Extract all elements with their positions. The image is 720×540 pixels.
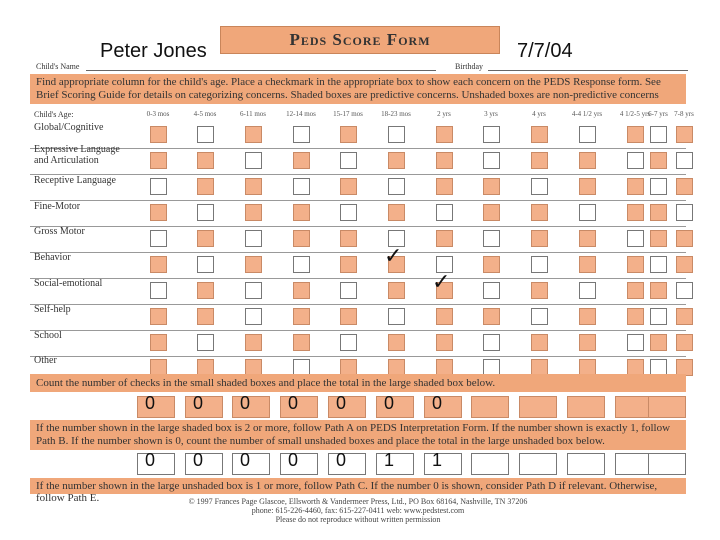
checkbox[interactable] [436, 152, 453, 169]
age-column-header: 6-7 yrs [648, 110, 668, 118]
checkbox[interactable] [627, 334, 644, 351]
checkbox[interactable] [245, 204, 262, 221]
total-value: 0 [144, 393, 155, 413]
checkbox[interactable] [676, 282, 693, 299]
checkbox[interactable] [650, 204, 667, 221]
checkbox[interactable] [340, 282, 357, 299]
checkbox[interactable] [388, 126, 405, 143]
checkbox[interactable] [245, 282, 262, 299]
domain-label: Global/Cognitive [34, 122, 104, 133]
birthday-label: Birthday [455, 62, 483, 71]
age-column-header: 18-23 mos [381, 110, 411, 118]
checkbox[interactable] [293, 204, 310, 221]
bottom-instruction-band: If the number shown in the large unshaded box is 1 or more, follow Path C. If the number 0 is shown, consider Path D if relevant. Otherwise, follow Path E. [30, 478, 686, 494]
checkbox[interactable] [245, 308, 262, 325]
checkbox[interactable] [150, 126, 167, 143]
checkbox[interactable] [627, 204, 644, 221]
checkbox[interactable] [579, 178, 596, 195]
checkbox[interactable] [650, 126, 667, 143]
checkbox[interactable] [650, 178, 667, 195]
age-column-header: 4-5 mos [193, 110, 217, 118]
domain-label: Self-help [34, 304, 71, 315]
age-column-header: 15-17 mos [333, 110, 363, 118]
checkbox[interactable] [340, 256, 357, 273]
shaded-total-box[interactable] [648, 396, 686, 418]
checkbox[interactable] [197, 308, 214, 325]
shaded-total-box[interactable] [519, 396, 557, 418]
checkbox[interactable] [531, 282, 548, 299]
checkbox[interactable] [579, 126, 596, 143]
checkbox[interactable] [245, 230, 262, 247]
checkbox[interactable] [676, 230, 693, 247]
checkbox[interactable] [197, 282, 214, 299]
age-column-header: 4 1/2-5 yrs [619, 110, 651, 118]
checkbox[interactable] [388, 334, 405, 351]
age-column-header: 3 yrs [484, 110, 498, 118]
checkbox[interactable] [293, 308, 310, 325]
checkbox[interactable] [293, 334, 310, 351]
checkbox[interactable] [150, 204, 167, 221]
checkmark: ✓ [432, 270, 451, 295]
checkbox[interactable] [579, 152, 596, 169]
age-column-header: 0-3 mos [146, 110, 170, 118]
checkbox[interactable] [483, 126, 500, 143]
checkbox[interactable] [388, 178, 405, 195]
age-label: Child's Age: [34, 110, 74, 119]
birthday-underline [488, 70, 688, 71]
total-value: 0 [192, 393, 203, 413]
unshaded-total-box[interactable] [471, 453, 509, 475]
checkbox[interactable] [676, 334, 693, 351]
checkbox[interactable] [531, 152, 548, 169]
checkbox[interactable] [650, 256, 667, 273]
total-value: 0 [383, 393, 394, 413]
checkbox[interactable] [483, 308, 500, 325]
checkbox[interactable] [627, 282, 644, 299]
checkbox[interactable] [340, 308, 357, 325]
checkbox[interactable] [436, 204, 453, 221]
unshaded-total-box[interactable] [567, 453, 605, 475]
checkbox[interactable] [531, 334, 548, 351]
checkbox[interactable] [388, 282, 405, 299]
total-value: 0 [144, 450, 155, 470]
checkbox[interactable] [150, 152, 167, 169]
child-name-underline [86, 70, 436, 71]
domain-label: Social-emotional [34, 278, 103, 289]
domain-label: School [34, 330, 62, 341]
count-instruction-band: Count the number of checks in the small shaded boxes and place the total in the large shaded box below. [30, 374, 686, 392]
age-column-header: 4-4 1/2 yrs [571, 110, 603, 118]
checkbox[interactable] [150, 308, 167, 325]
checkbox[interactable] [197, 152, 214, 169]
checkbox[interactable] [340, 230, 357, 247]
checkbox[interactable] [150, 178, 167, 195]
age-column-header: 12-14 mos [286, 110, 316, 118]
checkbox[interactable] [531, 308, 548, 325]
checkbox[interactable] [676, 126, 693, 143]
checkbox[interactable] [150, 230, 167, 247]
domain-label: Behavior [34, 252, 71, 263]
shaded-total-box[interactable] [567, 396, 605, 418]
checkbox[interactable] [388, 204, 405, 221]
checkbox[interactable] [650, 230, 667, 247]
domain-label: Receptive Language [34, 175, 116, 186]
total-value: 0 [239, 393, 250, 413]
checkbox[interactable] [579, 334, 596, 351]
checkbox[interactable] [293, 282, 310, 299]
checkbox[interactable] [245, 152, 262, 169]
checkbox[interactable] [436, 178, 453, 195]
domain-label: Fine-Motor [34, 201, 81, 212]
checkbox[interactable] [483, 256, 500, 273]
date-value[interactable]: 7/7/04 [517, 40, 573, 62]
checkbox[interactable] [245, 334, 262, 351]
total-value: 1 [383, 450, 394, 470]
checkbox[interactable] [245, 256, 262, 273]
checkbox[interactable] [650, 282, 667, 299]
checkbox[interactable] [676, 256, 693, 273]
checkmark: ✓ [384, 244, 403, 269]
age-column-header: 4 yrs [532, 110, 546, 118]
footer-line-2: phone: 615-226-4460, fax: 615-227-0411 web: www.pedstest.com [251, 506, 465, 515]
total-value: 0 [239, 450, 250, 470]
checkbox[interactable] [197, 178, 214, 195]
checkbox[interactable] [676, 152, 693, 169]
checkbox[interactable] [436, 230, 453, 247]
path-instruction-band: If the number shown in the large shaded box is 2 or more, follow Path A on PEDS Interpretation Form. If the number shown is exactly 1, follow Path B. If the number shown is 0, count the number of small unshaded boxes and place the total in the large unshaded box below. [30, 420, 686, 450]
checkbox[interactable] [197, 256, 214, 273]
checkbox[interactable] [531, 204, 548, 221]
checkbox[interactable] [483, 178, 500, 195]
total-value: 0 [287, 450, 298, 470]
checkbox[interactable] [627, 308, 644, 325]
domain-label: Other [34, 355, 57, 366]
checkbox[interactable] [197, 334, 214, 351]
checkbox[interactable] [531, 126, 548, 143]
checkbox[interactable] [531, 230, 548, 247]
unshaded-total-box[interactable] [519, 453, 557, 475]
checkbox[interactable] [197, 126, 214, 143]
form-title: Peds Score Form [220, 26, 500, 54]
checkbox[interactable] [676, 308, 693, 325]
checkbox[interactable] [579, 308, 596, 325]
checkbox[interactable] [483, 334, 500, 351]
checkbox[interactable] [650, 334, 667, 351]
total-value: 0 [335, 393, 346, 413]
checkbox[interactable] [483, 152, 500, 169]
checkbox[interactable] [627, 126, 644, 143]
age-column-header: 2 yrs [437, 110, 451, 118]
checkbox[interactable] [483, 282, 500, 299]
checkbox[interactable] [676, 178, 693, 195]
checkbox[interactable] [579, 256, 596, 273]
child-name-label: Child's Name [36, 62, 80, 71]
checkbox[interactable] [340, 152, 357, 169]
checkbox[interactable] [579, 230, 596, 247]
checkbox[interactable] [579, 204, 596, 221]
shaded-total-box[interactable] [471, 396, 509, 418]
checkbox[interactable] [483, 230, 500, 247]
copyright-footer [30, 497, 686, 524]
footer-line-1: © 1997 Frances Page Glascoe, Ellsworth & Vandermeer Press, Ltd., PO Box 68164, Nashville, TN 37206 [188, 497, 528, 506]
checkbox[interactable] [627, 178, 644, 195]
checkbox[interactable] [531, 178, 548, 195]
total-value: 1 [431, 450, 442, 470]
checkbox[interactable] [388, 308, 405, 325]
checkbox[interactable] [579, 282, 596, 299]
total-value: 0 [431, 393, 442, 413]
checkbox[interactable] [676, 204, 693, 221]
total-value: 0 [335, 450, 346, 470]
checkbox[interactable] [340, 126, 357, 143]
checkbox[interactable] [293, 152, 310, 169]
checkbox[interactable] [150, 282, 167, 299]
checkbox[interactable] [245, 126, 262, 143]
checkbox[interactable] [197, 204, 214, 221]
total-value: 0 [192, 450, 203, 470]
checkbox[interactable] [293, 230, 310, 247]
checkbox[interactable] [627, 230, 644, 247]
checkbox[interactable] [293, 256, 310, 273]
checkbox[interactable] [436, 334, 453, 351]
checkbox[interactable] [650, 152, 667, 169]
checkbox[interactable] [650, 308, 667, 325]
total-value: 0 [287, 393, 298, 413]
domain-label: Expressive Language and Articulation [34, 144, 120, 166]
domain-label: Gross Motor [34, 226, 85, 237]
checkbox[interactable] [150, 256, 167, 273]
footer-line-3: Please do not reproduce without written permission [275, 515, 441, 524]
checkbox[interactable] [436, 126, 453, 143]
child-name-value[interactable]: Peter Jones [100, 40, 207, 62]
checkbox[interactable] [483, 204, 500, 221]
checkbox[interactable] [340, 178, 357, 195]
checkbox[interactable] [627, 256, 644, 273]
checkbox[interactable] [293, 178, 310, 195]
checkbox[interactable] [340, 204, 357, 221]
checkbox[interactable] [531, 256, 548, 273]
checkbox[interactable] [388, 152, 405, 169]
checkbox[interactable] [150, 334, 167, 351]
checkbox[interactable] [627, 152, 644, 169]
instructions-band: Find appropriate column for the child's age. Place a checkmark in the appropriate box to show each concern on the PEDS Response form. See Brief Scoring Guide for details on categorizing concerns. Shaded boxes are predictive concerns. Unshaded boxes are non-predictive concerns [30, 74, 686, 104]
checkbox[interactable] [197, 230, 214, 247]
checkbox[interactable] [436, 308, 453, 325]
unshaded-total-box[interactable] [648, 453, 686, 475]
checkbox[interactable] [245, 178, 262, 195]
age-column-header: 6-11 mos [240, 110, 266, 118]
checkbox[interactable] [293, 126, 310, 143]
checkbox[interactable] [340, 334, 357, 351]
age-column-header: 7-8 yrs [674, 110, 694, 118]
